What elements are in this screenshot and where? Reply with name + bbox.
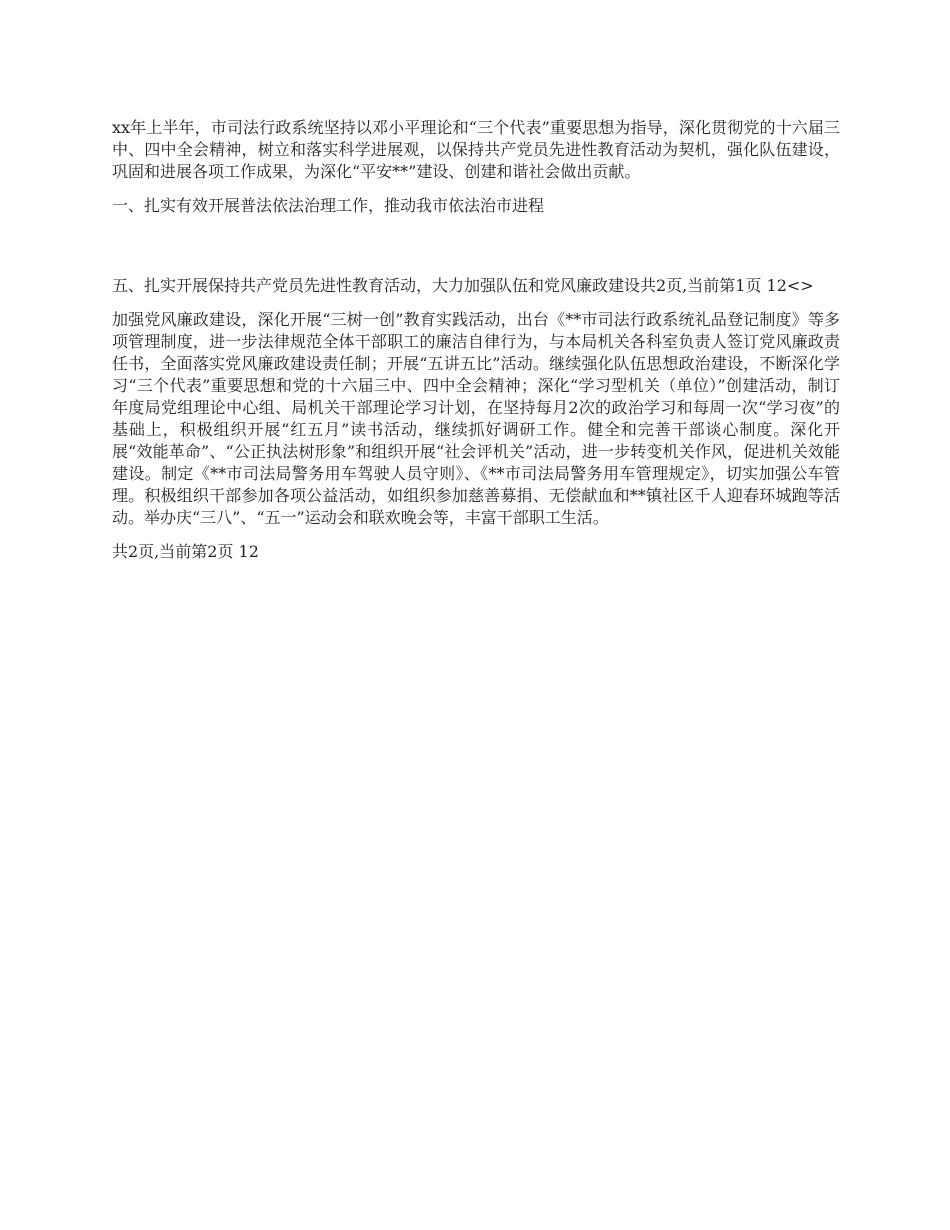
section-heading-five: 五、扎实开展保持共产党员先进性教育活动，大力加强队伍和党风廉政建设共2页,当前第1页 12<>: [112, 276, 814, 295]
body-paragraph: 加强党风廉政建设，深化开展“三树一创”教育实践活动，出台《**市司法行政系统礼品登记制度》等多项管理制度，进一步法律规范全体干部职工的廉洁自律行为，与本局机关各科室负责人签订党风廉政责任书，全面落实党风廉政建设责任制；开展“五讲五比”活动。继续强化队伍思想政治建设，不断深化学习“三个代表”重要思想和党的十六届三中、四中全会精神；深化“学习型机关（单位）”创建活动，制订年度局党组理论中心组、局机关干部理论学习计划，在坚持每月2次的政治学习和每周一次“学习夜”的基础上，积极组织开展“红五月”读书活动，继续抓好调研工作。健全和完善干部谈心制度。深化开展“效能革命”、“公正执法树形象”和组织开展“社会评机关”活动，进一步转变机关作风，促进机关效能建设。制定《**市司法局警务用车驾驶人员守则》、《**市司法局警务用车管理规定》，切实加强公车管理。积极组织干部参加各项公益活动，如组织参加慈善募捐、无偿献血和**镇社区千人迎春环城跑等活动。举办庆“三八”、“五一”运动会和联欢晚会等，丰富干部职工生活。: [112, 310, 840, 527]
section-heading-one: 一、扎实有效开展普法依法治理工作，推动我市依法治市进程: [112, 196, 545, 215]
blank-space: [112, 229, 840, 275]
intro-paragraph: xx年上半年，市司法行政系统坚持以邓小平理论和“三个代表”重要思想为指导，深化贯彻党的十六届三中、四中全会精神，树立和落实科学进展观，以保持共产党员先进性教育活动为契机，强化队伍建设，巩固和进展各项工作成果，为深化“平安**”建设、创建和谐社会做出贡献。: [112, 118, 840, 181]
document-page: [112, 117, 840, 575]
page-footer-text: 共2页,当前第2页 12: [112, 542, 259, 561]
